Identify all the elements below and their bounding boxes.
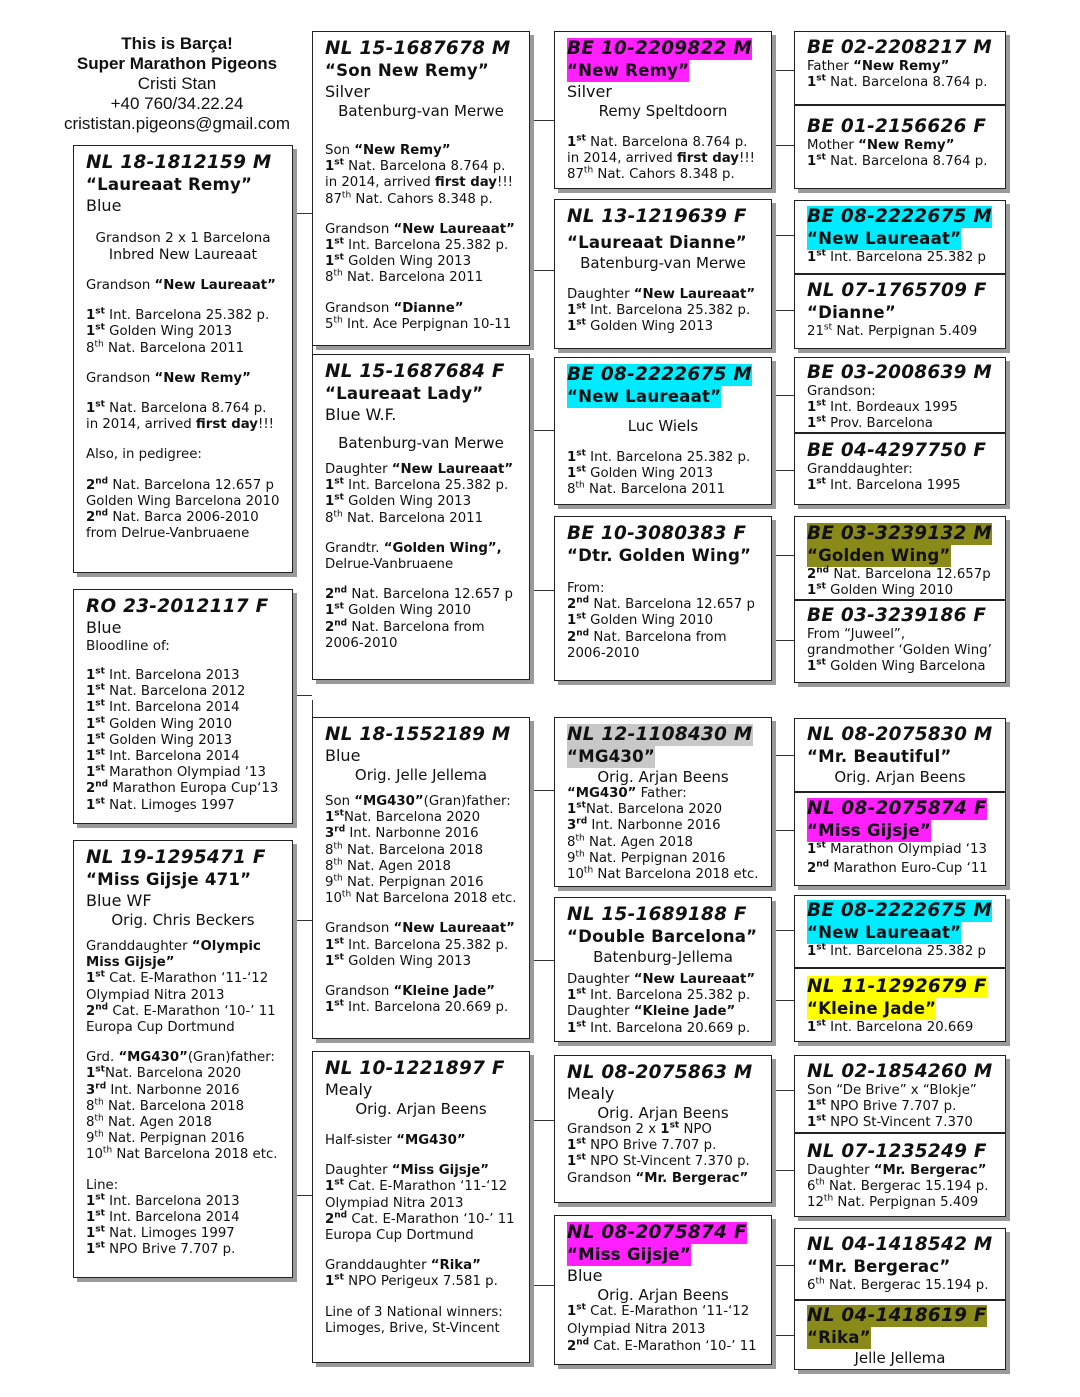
relation-line: Grandson “New Laureaat”	[86, 278, 276, 293]
ring-number: NL 02-1854260 M	[807, 1061, 993, 1082]
connector	[530, 430, 554, 431]
result: 1st Nat. Barcelona 8.764 p.	[325, 157, 506, 175]
result: 10th Nat Barcelona 2018 etc.	[325, 889, 517, 907]
relation-line: Daughter “New Laureaat”	[325, 462, 514, 477]
ring-number: BE 04-4297750 F	[807, 440, 987, 461]
pigeon-name: “Laureaat Dianne”	[567, 233, 747, 252]
result: 8th Nat. Barcelona 2011	[325, 509, 484, 526]
note: Grandson:	[807, 384, 876, 399]
ring-number: NL 13-1219639 F	[567, 206, 747, 227]
pigeon-card	[554, 357, 772, 505]
result: 1st Cat. E-Marathon ‘11-‘12	[325, 1177, 508, 1195]
result: Grandson 2 x 1st NPO	[567, 1120, 712, 1137]
result: 1st Nat. Limoges 1997	[86, 796, 235, 813]
relation-line: Grandtr. “Golden Wing”,	[325, 540, 502, 556]
result: from Delrue-Vanbruaene	[86, 526, 250, 542]
origin: Jelle Jellema	[854, 1349, 946, 1367]
result: 1stNat. Barcelona 2020	[325, 808, 481, 826]
connector	[772, 470, 794, 471]
connector	[292, 213, 312, 214]
result: 2nd Nat. Barcelona 12.657 p	[567, 595, 755, 613]
result: 8th Nat. Barcelona 2018	[86, 1097, 245, 1114]
pigeon-color: Blue	[567, 1266, 603, 1285]
result: 2nd Nat. Barcelona from	[567, 628, 727, 645]
ring-number: NL 08-2075830 M	[807, 724, 993, 745]
connector	[530, 590, 554, 591]
ring-number: NL 15-1689188 F	[567, 904, 747, 925]
result: 1st NPO Brive 7.707 p.	[807, 1097, 957, 1115]
note: Also, in pedigree:	[86, 447, 202, 463]
pigeon-color: Blue	[86, 196, 122, 215]
origin: Luc Wiels	[627, 417, 699, 435]
result: 1st Int. Barcelona 2014	[86, 698, 240, 716]
ring-number: BE 08-2222675 M	[807, 206, 992, 227]
result: 1st Golden Wing 2013	[86, 731, 233, 748]
ring-number: BE 02-2208217 M	[807, 37, 992, 58]
origin: Orig. Arjan Beens	[597, 1286, 729, 1304]
result: 1st Int. Bordeaux 1995	[807, 398, 958, 416]
pigeon-name: “Miss Gijsje 471”	[86, 870, 252, 889]
result: 1st Cat. E-Marathon ‘11-‘12	[86, 969, 269, 987]
pigeon-name: “Son New Remy”	[325, 61, 489, 80]
pigeon-card	[794, 357, 1006, 433]
result: 1st Golden Wing 2010	[86, 715, 233, 732]
header-title: This is Barça!	[121, 34, 233, 53]
pigeon-name: “Mr. Bergerac”	[807, 1257, 951, 1276]
origin: Orig. Arjan Beens	[597, 768, 729, 786]
ring-number: NL 04-1418619 F	[807, 1305, 987, 1326]
ring-number: NL 08-2075874 F	[567, 1222, 747, 1243]
result: Delrue-Vanbruaene	[325, 557, 454, 573]
connector	[772, 70, 794, 71]
result: 2nd Cat. E-Marathon ‘10-’ 11	[567, 1337, 757, 1355]
note: Grandson 2 x 1 Barcelona	[95, 230, 271, 246]
origin: Batenburg-Jellema	[593, 948, 733, 966]
relation-line: Grandson “New Laureaat”	[325, 221, 515, 237]
header-subtitle: Super Marathon Pigeons	[76, 54, 278, 73]
result: 2nd Cat. E-Marathon ‘10-’ 11	[86, 1002, 276, 1019]
result: 1st Int. Barcelona 2013	[86, 1192, 240, 1209]
connector	[292, 695, 312, 696]
pigeon-name: “Double Barcelona”	[567, 927, 758, 946]
result: 1st Nat. Limoges 1997	[86, 1224, 235, 1242]
result: 2nd Nat. Barcelona 12.657 p	[325, 585, 513, 603]
result: 5th Int. Ace Perpignan 10-11	[325, 315, 512, 332]
connector	[772, 1090, 794, 1091]
result: 1st Golden Wing Barcelona	[807, 657, 986, 675]
result: Olympiad Nitra 2013	[86, 987, 225, 1003]
result: 1st Int. Barcelona 25.382 p.	[325, 936, 509, 953]
result: 6th Nat. Bergerac 15.194 p.	[807, 1276, 989, 1293]
pigeon-color: Silver	[567, 82, 612, 101]
pigeon-card-dam	[73, 589, 293, 824]
pigeon-name: “Golden Wing”	[807, 546, 951, 565]
result: 9th Nat. Perpignan 2016	[325, 873, 484, 891]
pigeon-card	[554, 717, 772, 887]
result: 8th Nat. Barcelona 2011	[86, 339, 245, 356]
note: Granddaughter:	[807, 462, 913, 477]
origin: Orig. Arjan Beens	[597, 1104, 729, 1122]
relation-line: Grandson “Mr. Bergerac”	[567, 1170, 749, 1186]
result: in 2014, arrived first day!!!	[86, 417, 274, 433]
ring-number: NL 18-1812159 M	[86, 152, 272, 173]
result: 2nd Marathon Europa Cup‘13	[86, 780, 279, 797]
result: 6th Nat. Bergerac 15.194 p.	[807, 1177, 989, 1195]
relation-line: Son “MG430”(Gran)father:	[325, 794, 511, 809]
result: Olympiad Nitra 2013	[567, 1322, 706, 1338]
relation-line: Grandson “New Remy”	[86, 370, 251, 386]
result: 10th Nat Barcelona 2018 etc.	[567, 865, 759, 883]
result: 1st Nat. Barcelona 8.764 p.	[807, 73, 988, 91]
connector	[772, 930, 794, 931]
result: 2nd Marathon Euro-Cup ‘11	[807, 859, 988, 877]
pigeon-color: Silver	[325, 82, 370, 101]
pigeon-card	[794, 718, 1006, 792]
relation-line: Daughter “Kleine Jade”	[567, 1004, 736, 1020]
origin: Batenburg-van Merwe	[580, 254, 746, 272]
pigeon-card	[794, 968, 1006, 1042]
result: 1st Cat. E-Marathon ‘11-‘12	[567, 1302, 750, 1319]
result: 1st Int. Barcelona 25.382 p.	[567, 448, 751, 465]
pigeon-color: Blue WF	[86, 891, 152, 910]
breeder-email[interactable]: crististan.pigeons@gmail.com	[63, 114, 291, 133]
origin: Orig. Arjan Beens	[834, 768, 966, 786]
pigeon-card	[794, 1133, 1006, 1217]
pigeon-name: “Dianne”	[807, 303, 896, 322]
ring-number: BE 01-2156626 F	[807, 116, 987, 137]
pigeon-card	[554, 1215, 772, 1365]
result: 1st Golden Wing 2013	[86, 322, 233, 340]
result: 2nd Nat. Barcelona from	[325, 618, 485, 635]
result: 1st Golden Wing 2013	[567, 464, 714, 482]
result: 1stNat. Barcelona 2020	[86, 1065, 242, 1082]
relation-line: Mother “New Remy”	[807, 138, 955, 153]
breeder-phone: +40 760/34.22.24	[110, 94, 244, 113]
result: 1st Golden Wing 2013	[325, 492, 472, 510]
pigeon-card	[794, 792, 1006, 886]
result: Golden Wing Barcelona 2010	[86, 493, 280, 509]
ring-number: NL 11-1292679 F	[807, 976, 987, 997]
pigeon-color: Blue	[325, 746, 361, 765]
relation-line: Daughter “Mr. Bergerac”	[807, 1163, 987, 1178]
result: 21st Nat. Perpignan 5.409	[807, 322, 978, 339]
pigeon-card	[312, 1051, 530, 1363]
pigeon-name: “Miss Gijsje”	[567, 1245, 691, 1264]
pigeon-color: Blue W.F.	[325, 405, 397, 424]
pigeon-card	[312, 717, 530, 1039]
result: 87th Nat. Cahors 8.348 p.	[325, 190, 493, 207]
connector	[292, 1195, 312, 1196]
result: 8th Nat. Barcelona 2011	[567, 480, 726, 498]
relation-line: Son “De Brive” x “Blokje”	[807, 1083, 977, 1098]
result: 9th Nat. Perpignan 2016	[567, 849, 726, 866]
connector	[530, 960, 554, 961]
result: 1st NPO Perigeux 7.581 p.	[325, 1273, 498, 1290]
result: 1st NPO Brive 7.707 p.	[567, 1136, 717, 1154]
connector	[772, 1335, 794, 1336]
result: 1st Nat. Barcelona 8.764 p.	[807, 152, 988, 170]
result: 1st Nat. Barcelona 2012	[86, 682, 246, 700]
result: 1st Int. Barcelona 1995	[807, 476, 961, 494]
ring-number: BE 08-2222675 M	[807, 900, 992, 921]
connector	[772, 755, 794, 756]
result: 2nd Nat. Barcelona 12.657 p	[86, 476, 274, 493]
pigeon-card	[794, 31, 1006, 105]
origin: Orig. Chris Beckers	[111, 911, 255, 929]
relation-line: Father “New Remy”	[807, 59, 950, 74]
result: 3rd Int. Narbonne 2016	[567, 816, 721, 834]
result: 1st Int. Barcelona 25.382 p.	[567, 301, 751, 319]
connector	[772, 640, 794, 641]
relation-line: Grandson “Kleine Jade”	[325, 984, 496, 1000]
result: 10th Nat Barcelona 2018 etc.	[86, 1146, 278, 1163]
result: 1st Marathon Olympiad ‘13	[86, 763, 266, 781]
connector	[772, 1000, 794, 1001]
connector	[772, 395, 794, 396]
result: 1st NPO Brive 7.707 p.	[86, 1241, 236, 1258]
result: 2nd Nat. Barca 2006-2010	[86, 508, 259, 526]
connector	[530, 1120, 554, 1121]
result: 1st Golden Wing 2013	[567, 317, 714, 335]
note: Line of 3 National winners:	[325, 1304, 503, 1320]
pigeon-name: “Kleine Jade”	[807, 999, 937, 1018]
origin: Orig. Jelle Jellema	[354, 766, 488, 784]
result: 1stNat. Barcelona 2020	[567, 800, 723, 818]
pigeon-color: Mealy	[325, 1080, 373, 1099]
note: From:	[567, 581, 605, 596]
ring-number: NL 15-1687678 M	[325, 38, 511, 59]
pigeon-card-sire	[312, 31, 530, 346]
result: 12th Nat. Perpignan 5.409	[807, 1193, 979, 1211]
pigeon-name: “New Laureaat”	[807, 923, 962, 942]
pigeon-name: “Mr. Beautiful”	[807, 747, 952, 766]
result: 1st Golden Wing 2010	[325, 602, 472, 619]
ring-number: NL 08-2075874 F	[807, 798, 987, 819]
pigeon-card	[794, 274, 1006, 349]
result: 8th Nat. Agen 2018	[325, 857, 451, 874]
result: 1st NPO St-Vincent 7.370 p.	[567, 1152, 750, 1170]
result: 1st Golden Wing 2013	[325, 252, 472, 270]
result: 8th Nat. Agen 2018	[567, 833, 693, 850]
result: Europa Cup Dortmund	[86, 1020, 235, 1036]
ring-number: NL 08-2075863 M	[567, 1062, 753, 1083]
result: 1st Int. Barcelona 25.382 p	[807, 942, 986, 959]
ring-number: NL 19-1295471 F	[86, 847, 266, 868]
result: 1st Golden Wing 2010	[567, 611, 714, 629]
result: 1st Int. Barcelona 2014	[86, 1208, 240, 1226]
ring-number: NL 07-1235249 F	[807, 1141, 987, 1162]
pigeon-name: “Laureaat Remy”	[86, 175, 253, 194]
pigeon-card	[554, 199, 772, 349]
result: 1st Int. Barcelona 25.382 p	[807, 248, 986, 265]
result: 1st Int. Barcelona 25.382 p.	[567, 986, 751, 1004]
ring-number: BE 08-2222675 M	[567, 364, 752, 385]
result: 2nd Nat. Barcelona 12.657p	[807, 565, 991, 582]
connector	[772, 145, 794, 146]
pigeon-card	[312, 354, 530, 680]
result: in 2014, arrived first day!!!	[325, 175, 513, 191]
pigeon-name: “MG430”	[567, 747, 655, 766]
result: 3rd Int. Narbonne 2016	[325, 824, 479, 842]
connector	[292, 920, 312, 921]
pigeon-card	[794, 895, 1006, 968]
pigeon-card	[794, 1228, 1006, 1300]
pigeon-name: “Dtr. Golden Wing”	[567, 546, 752, 565]
relation-line: Daughter “Miss Gijsje”	[325, 1163, 490, 1179]
ring-number: NL 10-1221897 F	[325, 1058, 505, 1079]
breeder-header	[56, 34, 298, 134]
origin: Batenburg-van Merwe	[338, 434, 504, 452]
pigeon-card	[794, 433, 1006, 505]
relation-line: “MG430” Father:	[567, 786, 687, 801]
result: 8th Nat. Barcelona 2018	[325, 841, 484, 858]
result: in 2014, arrived first day!!!	[567, 151, 755, 167]
result: 1st Int. Barcelona 20.669 p.	[325, 998, 509, 1016]
result: 1st Int. Barcelona 20.669	[807, 1018, 974, 1035]
result: 87th Nat. Cahors 8.348 p.	[567, 165, 735, 183]
ring-number: BE 03-3239186 F	[807, 605, 987, 626]
result: 1st Golden Wing 2013	[325, 952, 472, 969]
ring-number: RO 23-2012117 F	[86, 596, 269, 617]
result: 1st Int. Barcelona 25.382 p.	[325, 236, 509, 254]
result: 1st Golden Wing 2010	[807, 581, 954, 599]
connector	[530, 790, 554, 791]
ring-number: BE 10-3080383 F	[567, 523, 747, 544]
result: Olympiad Nitra 2013	[325, 1195, 464, 1211]
relation-line: Miss Gijsje”	[86, 955, 175, 971]
result: 1st Nat. Barcelona 8.764 p.	[567, 133, 748, 150]
note: Limoges, Brive, St-Vincent	[325, 1320, 500, 1336]
pigeon-card	[554, 31, 772, 189]
relation-line: Grandson “New Laureaat”	[325, 921, 515, 937]
result: 1st Prov. Barcelona	[807, 414, 933, 432]
result: 1st Nat. Barcelona 8.764 p.	[86, 399, 267, 417]
connector	[772, 555, 794, 556]
pigeon-card	[794, 1055, 1006, 1133]
pigeon-name: “Laureaat Lady”	[325, 384, 484, 403]
relation-line: Grandson “Dianne”	[325, 300, 464, 316]
pigeon-card-subject	[73, 145, 293, 573]
pigeon-card	[794, 600, 1006, 683]
pigeon-card-granddam	[73, 840, 293, 1278]
ring-number: NL 15-1687684 F	[325, 361, 505, 382]
pigeon-card	[554, 1055, 772, 1203]
result: 8th Nat. Barcelona 2011	[325, 269, 484, 286]
breeder-name: Cristi Stan	[137, 74, 217, 93]
note: grandmother ‘Golden Wing’	[807, 643, 992, 659]
pigeon-name: “Rika”	[807, 1328, 871, 1347]
result: 3rd Int. Narbonne 2016	[86, 1081, 240, 1098]
relation-line: Daughter “New Laureaat”	[567, 972, 756, 987]
origin: Batenburg-van Merwe	[338, 102, 504, 120]
relation-line: Half-sister “MG430”	[325, 1133, 466, 1148]
note: Inbred New Laureaat	[108, 247, 258, 263]
origin: Orig. Arjan Beens	[355, 1100, 487, 1118]
pigeon-name: “New Remy”	[567, 61, 690, 80]
note: From “Juweel”,	[807, 627, 906, 642]
result: 2006-2010	[567, 645, 640, 661]
pigeon-card	[554, 516, 772, 681]
origin: Remy Speltdoorn	[598, 102, 728, 120]
pigeon-card	[554, 897, 772, 1042]
result: 8th Nat. Agen 2018	[86, 1113, 212, 1131]
connector	[530, 1285, 554, 1286]
ring-number: BE 10-2209822 M	[567, 38, 752, 59]
ring-number: NL 04-1418542 M	[807, 1234, 993, 1255]
result: 1st NPO St-Vincent 7.370	[807, 1113, 973, 1131]
pigeon-card	[794, 516, 1006, 600]
connector	[530, 120, 531, 175]
result: 2006-2010	[325, 635, 398, 651]
result: 1st Int. Barcelona 2013	[86, 666, 240, 683]
connector	[772, 1265, 794, 1266]
pigeon-name: “New Laureaat”	[567, 387, 722, 406]
ring-number: BE 03-3239132 M	[807, 523, 992, 544]
relation-line: Son “New Remy”	[325, 143, 451, 158]
connector	[772, 1170, 794, 1171]
pigeon-color: Blue	[86, 618, 122, 637]
pigeon-color: Mealy	[567, 1084, 615, 1103]
ring-number: NL 07-1765709 F	[807, 280, 987, 301]
relation-line: Granddaughter “Rika”	[325, 1258, 481, 1274]
connector	[530, 120, 554, 121]
pigeon-card	[794, 105, 1006, 189]
result: 1st Int. Barcelona 20.669 p.	[567, 1019, 751, 1036]
pigeon-card	[794, 200, 1006, 274]
connector	[772, 235, 794, 236]
note: Bloodline of:	[86, 638, 170, 654]
result: 1st Marathon Olympiad ‘13	[807, 840, 987, 857]
result: 1st Int. Barcelona 25.382 p.	[86, 306, 270, 324]
result: Europa Cup Dortmund	[325, 1228, 474, 1244]
result: 1st Int. Barcelona 2014	[86, 747, 240, 765]
ring-number: BE 03-2008639 M	[807, 362, 992, 383]
relation-line: Granddaughter “Olympic	[86, 939, 261, 954]
pigeon-name: “Miss Gijsje”	[807, 821, 931, 840]
relation-line: Daughter “New Laureaat”	[567, 287, 756, 302]
pigeon-card	[794, 1300, 1006, 1370]
ring-number: NL 18-1552189 M	[325, 724, 511, 745]
result: 1st Int. Barcelona 25.382 p.	[325, 476, 509, 494]
pigeon-name: “New Laureaat”	[807, 229, 962, 248]
connector	[530, 270, 554, 271]
connector	[772, 830, 794, 831]
connector	[772, 310, 794, 311]
note: Line:	[86, 1177, 119, 1193]
result: 2nd Cat. E-Marathon ‘10-’ 11	[325, 1210, 515, 1227]
relation-line: Grd. “MG430”(Gran)father:	[86, 1050, 275, 1066]
result: 9th Nat. Perpignan 2016	[86, 1129, 245, 1147]
ring-number: NL 12-1108430 M	[567, 724, 753, 745]
